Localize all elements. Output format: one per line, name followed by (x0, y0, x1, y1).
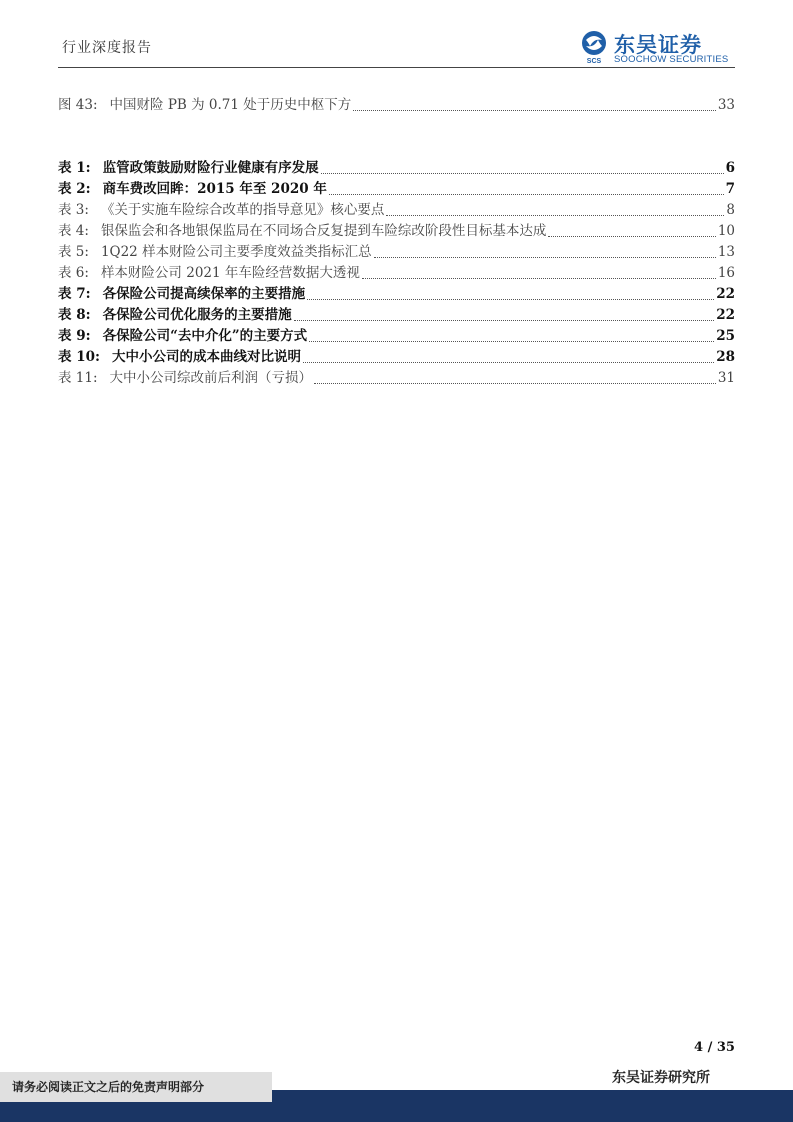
toc-leader-dots (309, 341, 714, 342)
toc-table-entry[interactable] (58, 284, 735, 304)
toc-entry-number: 表 4: (58, 223, 89, 239)
company-logo (578, 30, 738, 66)
toc-entry-title: 《关于实施车险综合改革的指导意见》核心要点 (100, 202, 385, 218)
toc-leader-dots (353, 110, 716, 111)
page-indicator: 4 / 35 (694, 1040, 735, 1055)
toc-entry-title: 各保险公司优化服务的主要措施 (102, 307, 292, 323)
toc-table-entry[interactable] (58, 347, 735, 367)
toc-figure-entry[interactable] (58, 95, 735, 115)
toc-entry-number: 表 8: (58, 307, 91, 323)
logo-chinese-name: 东吴证券 (614, 33, 702, 57)
toc-leader-dots (329, 194, 724, 195)
toc-entry-number: 表 10: (58, 349, 100, 365)
toc-entry-page: 28 (716, 349, 735, 365)
toc-entry-number: 表 6: (58, 265, 89, 281)
toc-entry-title: 中国财险 PB 为 0.71 处于历史中枢下方 (109, 97, 352, 113)
toc-entry-page: 10 (717, 223, 735, 239)
toc-entry-title: 监管政策鼓励财险行业健康有序发展 (102, 160, 319, 176)
toc-entry-number: 表 11: (58, 370, 98, 386)
toc-table-entry[interactable] (58, 158, 735, 178)
toc-entry-page: 22 (716, 286, 735, 302)
toc-entry-page: 13 (717, 244, 735, 260)
toc-table-entry[interactable] (58, 305, 735, 325)
toc-entry-page: 7 (725, 181, 735, 197)
toc-leader-dots (303, 362, 714, 363)
toc-leader-dots (307, 299, 714, 300)
footer-institute-name: 东吴证券研究所 (612, 1070, 710, 1086)
toc-leader-dots (314, 383, 716, 384)
toc-leader-dots (321, 173, 724, 174)
logo-english-name: SOOCHOW SECURITIES (614, 54, 729, 65)
toc-table-entry[interactable] (58, 179, 735, 199)
toc-entry-title: 商车费改回眸：2015 年至 2020 年 (102, 181, 327, 197)
toc-entry-page: 25 (716, 328, 735, 344)
toc-entry-page: 31 (717, 370, 735, 386)
toc-entry-number: 表 3: (58, 202, 89, 218)
toc-leader-dots (362, 278, 716, 279)
toc-leader-dots (374, 257, 716, 258)
toc-entry-page: 8 (726, 202, 735, 218)
toc-leader-dots (386, 215, 724, 216)
toc-entry-number: 图 43: (58, 97, 98, 113)
toc-entry-number: 表 1: (58, 160, 91, 176)
toc-entry-title: 大中小公司综改前后利润（亏损） (109, 370, 313, 386)
toc-entry-number: 表 5: (58, 244, 89, 260)
toc-entry-page: 33 (717, 97, 735, 113)
toc-entry-page: 6 (725, 160, 735, 176)
toc-entry-title: 1Q22 样本财险公司主要季度效益类指标汇总 (100, 244, 372, 260)
footer-disclaimer: 请务必阅读正文之后的免责声明部分 (12, 1080, 205, 1094)
toc-entry-title: 银保监会和各地银保监局在不同场合反复提到车险综改阶段性目标基本达成 (100, 223, 547, 239)
toc-entry-number: 表 9: (58, 328, 91, 344)
toc-table-entry[interactable] (58, 263, 735, 283)
toc-entry-number: 表 2: (58, 181, 91, 197)
logo-mark-text: SCS (586, 58, 602, 64)
toc-entry-title: 大中小公司的成本曲线对比说明 (111, 349, 301, 365)
toc-table-entry[interactable] (58, 200, 735, 220)
toc-leader-dots (548, 236, 715, 237)
toc-entry-page: 22 (716, 307, 735, 323)
toc-table-entry[interactable] (58, 368, 735, 388)
report-type-label: 行业深度报告 (62, 40, 152, 56)
soochow-logo-icon (578, 30, 610, 64)
toc-table-entry[interactable] (58, 221, 735, 241)
toc-entry-title: 样本财险公司 2021 年车险经营数据大透视 (100, 265, 360, 281)
toc-entry-title: 各保险公司提高续保率的主要措施 (102, 286, 306, 302)
toc-leader-dots (294, 320, 715, 321)
header-divider (58, 67, 735, 68)
toc-entry-number: 表 7: (58, 286, 91, 302)
toc-table-entry[interactable] (58, 242, 735, 262)
toc-table-entry[interactable] (58, 326, 735, 346)
toc-entry-title: 各保险公司“去中介化”的主要方式 (102, 328, 308, 344)
toc-entry-page: 16 (717, 265, 735, 281)
